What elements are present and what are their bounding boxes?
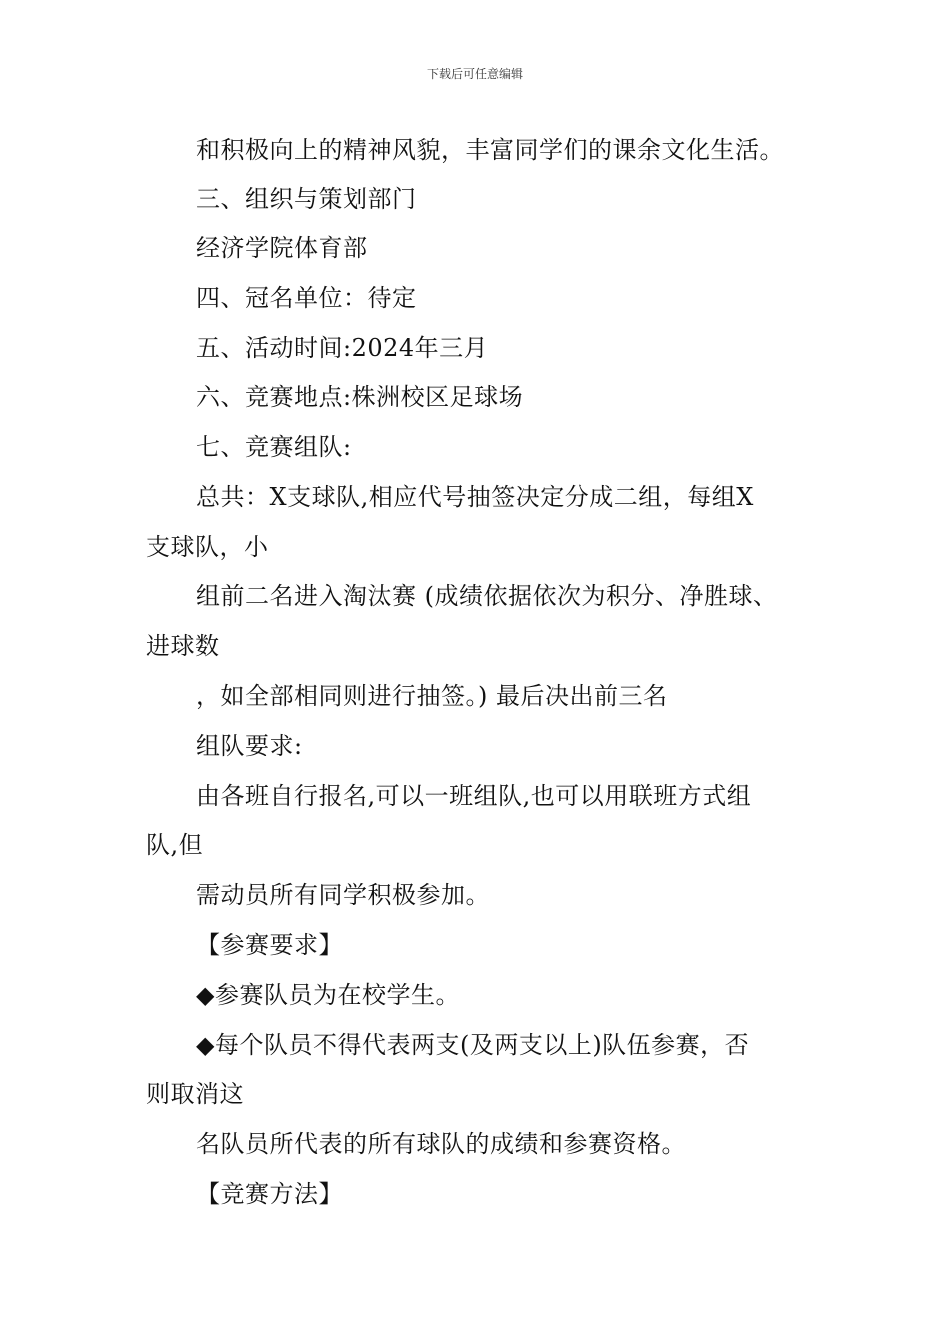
paragraph-line: 由各班自行报名,可以一班组队,也可以用联班方式组 xyxy=(196,782,752,810)
section-heading-competition-method: 【竞赛方法】 xyxy=(196,1180,343,1208)
bullet-item: ◆每个队员不得代表两支(及两支以上)队伍参赛，否 xyxy=(196,1031,750,1059)
subheading-team-requirements: 组队要求: xyxy=(196,732,303,760)
page-header: 下载后可任意编辑 xyxy=(426,67,523,81)
paragraph-line: 经济学院体育部 xyxy=(196,234,368,262)
paragraph-line: 组前二名进入淘汰赛 (成绩依据依次为积分、净胜球、 xyxy=(196,582,778,610)
paragraph-line: 支球队，小 xyxy=(146,533,269,561)
paragraph-line: 需动员所有同学积极参加。 xyxy=(196,881,490,909)
paragraph-line: 总共：X支球队,相应代号抽签决定分成二组，每组X xyxy=(196,483,754,511)
paragraph-line: 队,但 xyxy=(146,831,204,859)
section-heading-organizer: 三、组织与策划部门 xyxy=(196,185,417,213)
section-heading-time: 五、活动时间:2024年三月 xyxy=(196,334,489,362)
bullet-item: ◆参赛队员为在校学生。 xyxy=(196,981,460,1009)
paragraph-line: 和积极向上的精神风貌，丰富同学们的课余文化生活。 xyxy=(196,136,784,164)
section-heading-participation-rules: 【参赛要求】 xyxy=(196,931,343,959)
section-heading-teams: 七、竞赛组队: xyxy=(196,433,352,461)
section-heading-venue: 六、竞赛地点:株洲校区足球场 xyxy=(196,383,524,411)
paragraph-line: 则取消这 xyxy=(146,1080,244,1108)
paragraph-line: ，如全部相同则进行抽签。) 最后决出前三名 xyxy=(196,682,668,710)
paragraph-line: 名队员所代表的所有球队的成绩和参赛资格。 xyxy=(196,1130,686,1158)
section-heading-sponsor: 四、冠名单位：待定 xyxy=(196,284,417,312)
paragraph-line: 进球数 xyxy=(146,632,220,660)
